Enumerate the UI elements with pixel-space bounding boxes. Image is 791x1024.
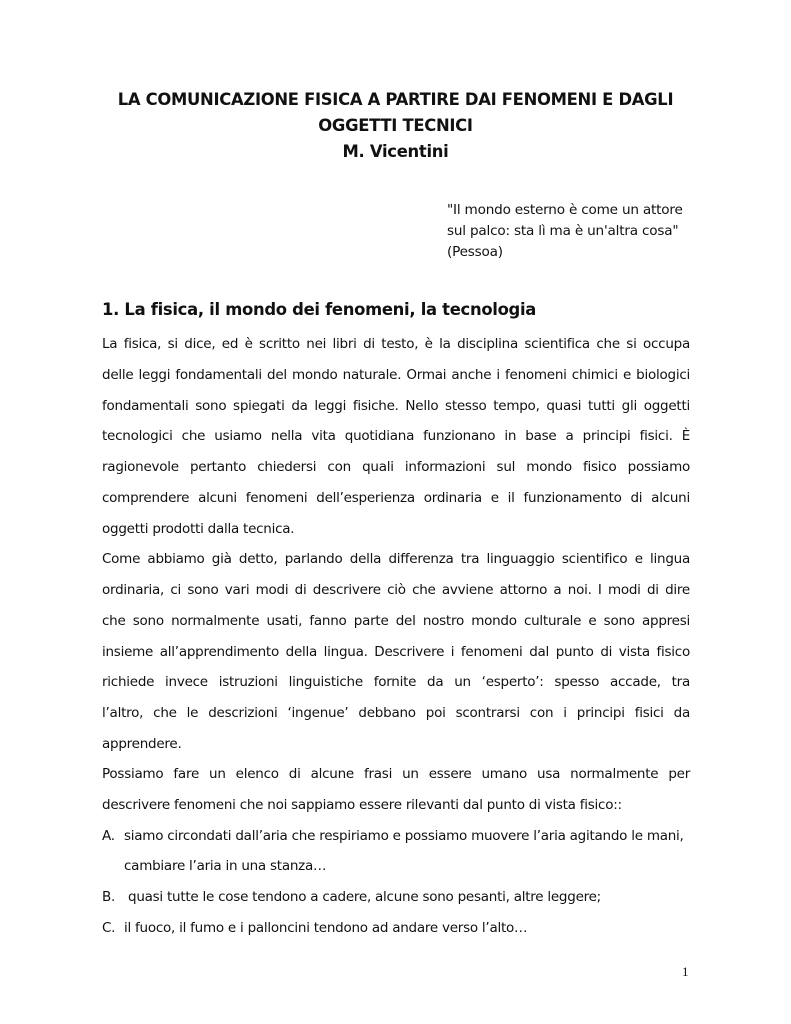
document-title [90,87,701,165]
section-heading: 1. La fisica, il mondo dei fenomeni, la tecnologia [102,300,537,319]
paragraph-2-line-4: insieme all’apprendimento della lingua. Descrivere i fenomeni dal punto di vista fisico [102,644,690,660]
paragraph-2-line-6: l’altro, che le descrizioni ‘ingenue’ debbano poi scontrarsi con i principi fisici da [102,705,690,721]
list-item-c-letter: C. [102,920,116,936]
epigraph-line-1: "Il mondo esterno è come un attore [447,202,683,218]
title-line-2: OGGETTI TECNICI [318,116,473,135]
paragraph-2-line-2: ordinaria, ci sono vari modi di descrivere ciò che avviene attorno a noi. I modi di dire [102,582,690,598]
list-item-a-line-1: siamo circondati dall’aria che respiriamo e possiamo muovere l’aria agitando le mani, [124,828,684,844]
paragraph-3-line-1: Possiamo fare un elenco di alcune frasi un essere umano usa normalmente per [102,766,690,782]
list-item-a-letter: A. [102,828,115,844]
epigraph-source: (Pessoa) [447,244,503,260]
paragraph-1-line-7: oggetti prodotti dalla tecnica. [102,521,295,537]
paragraph-2-line-7: apprendere. [102,736,182,752]
paragraph-2-line-5: richiede invece istruzioni linguistiche fornite da un ‘esperto’: spesso accade, tra [102,674,690,690]
epigraph [447,200,707,263]
paragraph-1-line-6: comprendere alcuni fenomeni dell’esperienza ordinaria e il funzionamento di alcuni [102,490,690,506]
list-item-a-line-2: cambiare l’aria in una stanza… [124,858,327,874]
list-item-b-letter: B. [102,889,116,905]
list-item-b-line-1: quasi tutte le cose tendono a cadere, alcune sono pesanti, altre leggere; [128,889,601,905]
paragraph-3-line-2: descrivere fenomeni che noi sappiamo essere rilevanti dal punto di vista fisico:: [102,797,622,813]
paragraph-1-line-2: delle leggi fondamentali del mondo naturale. Ormai anche i fenomeni chimici e biologici [102,367,690,383]
paragraph-1-line-3: fondamentali sono spiegati da leggi fisiche. Nello stesso tempo, quasi tutti gli oggetti [102,398,690,414]
list-item-c-line-1: il fuoco, il fumo e i palloncini tendono ad andare verso l’alto… [124,920,528,936]
paragraph-2-line-1: Come abbiamo già detto, parlando della differenza tra linguaggio scientifico e lingua [102,551,690,567]
paragraph-1-line-5: ragionevole pertanto chiedersi con quali informazioni sul mondo fisico possiamo [102,459,690,475]
title-line-1: LA COMUNICAZIONE FISICA A PARTIRE DAI FENOMENI E DAGLI [117,90,674,109]
paragraph-2-line-3: che sono normalmente usati, fanno parte del nostro mondo culturale e sono appresi [102,613,690,629]
paragraph-1-line-4: tecnologici che usiamo nella vita quotidiana funzionano in base a principi fisici. È [102,428,690,444]
epigraph-line-2: sul palco: sta lì ma è un'altra cosa" [447,223,679,239]
paragraph-1-line-1: La fisica, si dice, ed è scritto nei libri di testo, è la disciplina scientifica che si occupa [102,336,690,352]
author-name: M. Vicentini [342,142,449,161]
page-number: 1 [682,964,689,979]
